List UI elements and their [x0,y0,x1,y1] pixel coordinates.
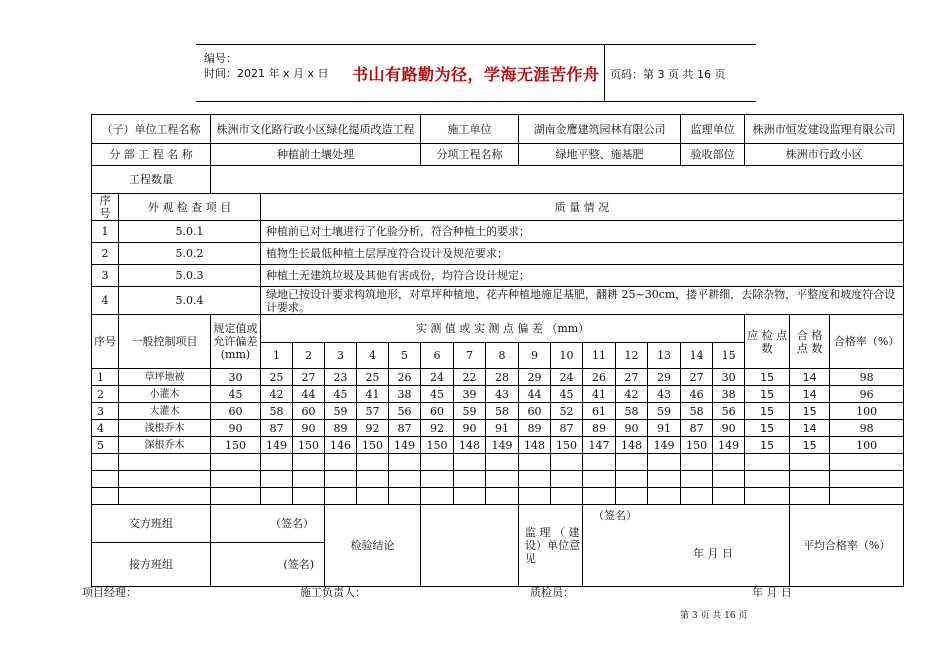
empty-cell [830,488,904,505]
empty-cell [681,454,713,471]
page-footer: 第 3 页 共 16 页 [680,611,748,621]
measure-item: 小灌木 [119,386,211,403]
measure-value: 45 [421,386,454,403]
should-check-count: 15 [745,386,790,403]
empty-cell [421,454,454,471]
measure-row [92,369,904,386]
point-index: 9 [519,343,551,369]
measure-seq: 5 [92,437,119,454]
appearance-seq: 1 [92,221,119,243]
measure-seq: 3 [92,403,119,420]
empty-cell [745,488,790,505]
appearance-seq-header: 序 号 [92,194,119,221]
supervisor-date: 年 月 日 [693,547,734,560]
measure-value: 25 [357,369,389,386]
empty-cell [681,488,713,505]
measure-value: 22 [454,369,486,386]
appearance-row [92,287,904,315]
empty-cell [261,488,293,505]
measure-value: 29 [648,369,681,386]
empty-cell [486,488,519,505]
point-index: 14 [681,343,713,369]
point-index: 6 [421,343,454,369]
measure-value: 38 [389,386,421,403]
measure-value: 89 [583,420,616,437]
appearance-code: 5.0.3 [119,265,261,287]
measure-value: 57 [357,403,389,420]
measure-value: 59 [648,403,681,420]
quality-inspector-label: 质检员： [530,586,574,599]
empty-cell [830,471,904,488]
empty-cell [648,454,681,471]
should-check-count: 15 [745,403,790,420]
point-index: 13 [648,343,681,369]
inspection-table [91,114,904,587]
serial-number-label: 编号： [204,52,237,65]
supervisor-signature: （签名） [593,509,638,522]
measure-value: 58 [261,403,293,420]
empty-cell [325,454,357,471]
conclusion-value [421,505,519,587]
measure-value: 41 [583,386,616,403]
measure-value: 28 [486,369,519,386]
quantity-value [211,166,904,194]
empty-row [92,454,904,471]
measure-value: 60 [421,403,454,420]
empty-cell [389,454,421,471]
site-lead-label: 施工负责人： [300,586,366,599]
empty-cell [790,454,830,471]
appearance-seq: 2 [92,243,119,265]
unit-project-value: 株洲市文化路行政小区绿化提质改造工程 [211,115,421,144]
measure-value: 42 [261,386,293,403]
appearance-seq: 3 [92,265,119,287]
empty-cell [583,454,616,471]
measure-value: 92 [421,420,454,437]
pass-rate-header: 合格率（%） [830,315,904,369]
measure-value: 150 [551,437,583,454]
point-index: 8 [486,343,519,369]
point-index: 3 [325,343,357,369]
empty-cell [325,488,357,505]
pass-count: 15 [790,403,830,420]
appearance-row [92,265,904,287]
empty-cell [616,488,648,505]
inspection-location-label: 验收部位 [681,144,745,166]
empty-cell [211,488,261,505]
measure-seq-header: 序号 [92,315,119,369]
measure-seq: 4 [92,420,119,437]
measure-item: 浅根乔木 [119,420,211,437]
measure-row [92,437,904,454]
should-check-count: 15 [745,369,790,386]
page-number-label: 页码：第 3 页 共 16 页 [610,68,726,81]
point-index: 5 [389,343,421,369]
empty-cell [519,471,551,488]
pass-rate: 96 [830,386,904,403]
measure-value: 58 [486,403,519,420]
measure-value: 149 [648,437,681,454]
pass-rate: 98 [830,420,904,437]
point-index: 7 [454,343,486,369]
empty-cell [293,488,325,505]
measure-value: 39 [454,386,486,403]
measure-value: 45 [325,386,357,403]
pass-count: 14 [790,420,830,437]
empty-cell [790,471,830,488]
measure-spec: 45 [211,386,261,403]
measure-value: 89 [519,420,551,437]
pass-rate: 98 [830,369,904,386]
pass-count: 14 [790,369,830,386]
empty-cell [583,471,616,488]
empty-cell [119,471,211,488]
pass-rate: 100 [830,403,904,420]
empty-cell [357,488,389,505]
should-check-count: 15 [745,437,790,454]
info-row-2 [92,144,904,166]
empty-cell [616,454,648,471]
measure-value: 150 [293,437,325,454]
handover-team-label: 交方班组 [92,505,211,543]
measure-value: 27 [616,369,648,386]
appearance-header-row [92,194,904,221]
empty-cell [551,454,583,471]
appearance-item-header: 外 观 检 查 项 目 [119,194,261,221]
empty-cell [745,471,790,488]
empty-cell [293,454,325,471]
info-row-3 [92,166,904,194]
measure-value: 24 [551,369,583,386]
measure-value: 148 [519,437,551,454]
empty-cell [681,471,713,488]
unit-project-label: （子）单位工程名称 [92,115,211,144]
empty-row [92,471,904,488]
empty-cell [92,471,119,488]
empty-cell [551,471,583,488]
measure-value: 58 [616,403,648,420]
measure-value: 59 [454,403,486,420]
time-label: 时间：2021 年 x 月 x 日 [204,67,329,80]
empty-cell [421,471,454,488]
empty-cell [261,471,293,488]
inspection-location-value: 株洲市行政小区 [745,144,904,166]
empty-cell [293,471,325,488]
measure-value: 29 [519,369,551,386]
measure-value: 26 [583,369,616,386]
empty-cell [119,488,211,505]
measure-value: 44 [293,386,325,403]
point-index: 2 [293,343,325,369]
measure-value: 60 [293,403,325,420]
empty-cell [830,454,904,471]
pass-rate: 100 [830,437,904,454]
supervisor-opinion-label: 监 理 （ 建 设）单位意见 [519,505,583,587]
measure-values-header: 实 测 值 或 实 测 点 偏 差 （mm） [261,315,745,343]
measure-value: 90 [293,420,325,437]
appearance-quality-header: 质 量 情 况 [261,194,904,221]
empty-cell [648,471,681,488]
measure-row [92,420,904,437]
takeover-signature: (签名) [211,543,325,587]
appearance-row [92,243,904,265]
empty-cell [389,488,421,505]
measure-value: 147 [583,437,616,454]
pass-count: 14 [790,386,830,403]
appearance-row [92,221,904,243]
supervisor-opinion-cell [583,505,790,587]
measure-value: 87 [261,420,293,437]
measure-value: 43 [648,386,681,403]
empty-cell [325,471,357,488]
point-index: 12 [616,343,648,369]
measure-value: 92 [357,420,389,437]
construction-unit-value: 湖南金鹰建筑园林有限公司 [519,115,681,144]
measure-value: 26 [389,369,421,386]
measure-body [92,369,904,505]
division-value: 种植前土壤处理 [211,144,421,166]
quantity-label: 工程数量 [92,166,211,194]
empty-cell [551,488,583,505]
measure-item: 草坪地被 [119,369,211,386]
appearance-desc: 绿地已按设计要求构筑地形，对草坪种植地、花卉种植地施足基肥，翻耕 25~30cm，搂平耕细，去除杂物，平整度和坡度符合设计要求。 [261,287,904,315]
measure-value: 44 [519,386,551,403]
empty-cell [745,454,790,471]
measure-value: 149 [486,437,519,454]
appearance-desc: 种植土无建筑垃圾及其他有害成份，均符合设计规定； [261,265,904,287]
point-index: 11 [583,343,616,369]
measure-value: 41 [357,386,389,403]
construction-unit-label: 施工单位 [421,115,519,144]
subitem-value: 绿地平整、施基肥 [519,144,681,166]
measure-value: 89 [325,420,357,437]
empty-cell [519,454,551,471]
measure-value: 58 [681,403,713,420]
measure-value: 52 [551,403,583,420]
point-index: 1 [261,343,293,369]
empty-cell [616,471,648,488]
empty-cell [713,454,745,471]
point-index: 4 [357,343,389,369]
measure-value: 25 [261,369,293,386]
measure-value: 90 [713,420,745,437]
point-index: 15 [713,343,745,369]
empty-cell [790,488,830,505]
conclusion-label: 检验结论 [325,505,421,587]
measure-value: 91 [648,420,681,437]
measure-value: 46 [681,386,713,403]
empty-cell [454,488,486,505]
measure-spec-header: 规定值或允许偏差(mm) [211,315,261,369]
empty-cell [583,488,616,505]
measure-item-header: 一般控制项目 [119,315,211,369]
measure-row [92,386,904,403]
measure-value: 149 [713,437,745,454]
measure-value: 149 [261,437,293,454]
measure-value: 42 [616,386,648,403]
measure-value: 146 [325,437,357,454]
motto-text: 书山有路勤为径，学海无涯苦作舟 [352,65,600,84]
appearance-desc: 种植前已对土壤进行了化验分析，符合种植土的要求； [261,221,904,243]
handover-signature: （签名） [211,505,325,543]
measure-spec: 60 [211,403,261,420]
should-check-count: 15 [745,420,790,437]
measure-value: 27 [293,369,325,386]
subitem-label: 分项工程名称 [421,144,519,166]
measure-item: 大灌木 [119,403,211,420]
supervision-unit-value: 株洲市恒发建设监理有限公司 [745,115,904,144]
empty-cell [357,471,389,488]
measure-value: 27 [681,369,713,386]
appearance-code: 5.0.2 [119,243,261,265]
measure-value: 43 [486,386,519,403]
signature-row-1 [92,505,904,543]
measure-value: 61 [583,403,616,420]
empty-cell [211,454,261,471]
measure-value: 150 [421,437,454,454]
supervision-unit-label: 监理单位 [681,115,745,144]
division-label: 分 部 工 程 名 称 [92,144,211,166]
measure-value: 23 [325,369,357,386]
measure-row [92,403,904,420]
measure-value: 56 [713,403,745,420]
measure-value: 60 [519,403,551,420]
empty-cell [119,454,211,471]
measure-value: 148 [616,437,648,454]
avg-rate-label: 平均合格率（%） [790,505,904,587]
measure-value: 149 [389,437,421,454]
measure-seq: 2 [92,386,119,403]
empty-cell [261,454,293,471]
should-check-header: 应 检 点 数 [745,315,790,369]
measure-value: 38 [713,386,745,403]
measure-value: 87 [389,420,421,437]
measure-value: 87 [551,420,583,437]
measure-value: 30 [713,369,745,386]
appearance-desc: 植物生长最低种植土层厚度符合设计及规范要求； [261,243,904,265]
appearance-seq: 4 [92,287,119,315]
appearance-code: 5.0.4 [119,287,261,315]
appearance-code: 5.0.1 [119,221,261,243]
info-row-1 [92,115,904,144]
measure-value: 90 [454,420,486,437]
measure-value: 91 [486,420,519,437]
takeover-team-label: 接方班组 [92,543,211,587]
measure-value: 90 [616,420,648,437]
measure-value: 148 [454,437,486,454]
footer-date: 年 月 日 [752,586,792,599]
measure-value: 56 [389,403,421,420]
empty-cell [486,471,519,488]
pass-count: 15 [790,437,830,454]
empty-cell [211,471,261,488]
empty-cell [92,488,119,505]
measure-spec: 30 [211,369,261,386]
empty-cell [357,454,389,471]
measure-value: 87 [681,420,713,437]
empty-cell [389,471,421,488]
empty-cell [454,454,486,471]
empty-cell [421,488,454,505]
measure-item: 深根乔木 [119,437,211,454]
empty-cell [519,488,551,505]
empty-cell [648,488,681,505]
empty-cell [713,488,745,505]
empty-row [92,488,904,505]
measure-value: 59 [325,403,357,420]
empty-cell [713,471,745,488]
measure-value: 24 [421,369,454,386]
measure-seq: 1 [92,369,119,386]
measure-spec: 90 [211,420,261,437]
pass-count-header: 合 格 点 数 [790,315,830,369]
project-manager-label: 项目经理： [82,586,137,599]
measure-value: 150 [681,437,713,454]
measure-value: 45 [551,386,583,403]
empty-cell [454,471,486,488]
measure-header-row [92,315,904,343]
measure-value: 150 [357,437,389,454]
point-index: 10 [551,343,583,369]
empty-cell [486,454,519,471]
empty-cell [92,454,119,471]
measure-spec: 150 [211,437,261,454]
